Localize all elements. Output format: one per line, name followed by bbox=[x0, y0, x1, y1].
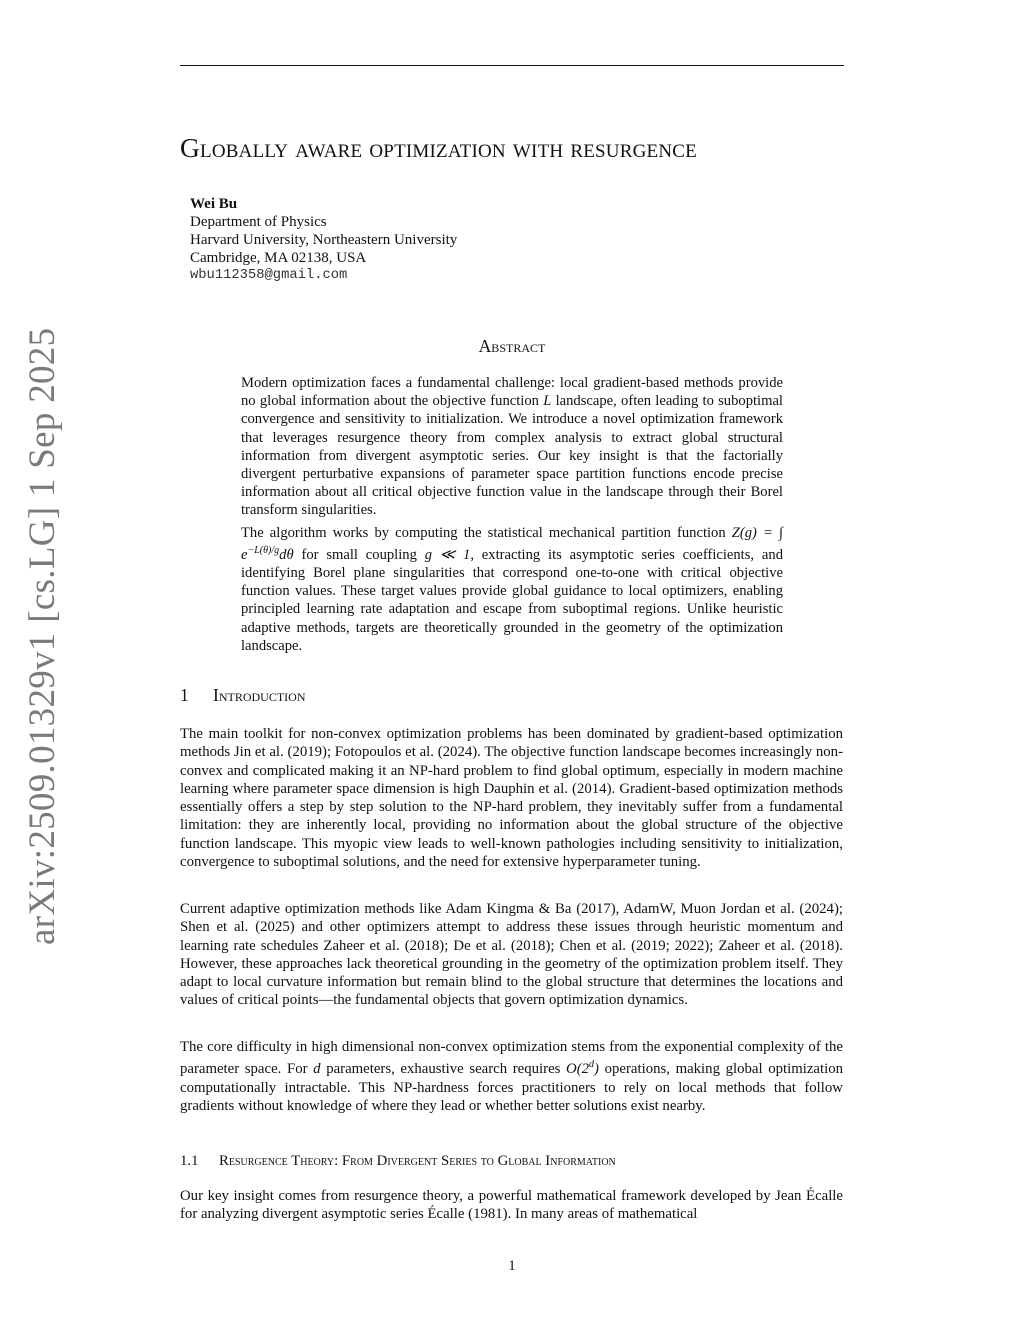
author-block bbox=[190, 195, 457, 285]
author-email[interactable]: wbu112358@gmail.com bbox=[190, 268, 348, 283]
section-title: Introduction bbox=[213, 685, 306, 705]
subsection-title: Resurgence Theory: From Divergent Series to Global Information bbox=[219, 1153, 616, 1169]
title-top-rule bbox=[180, 65, 844, 66]
section-number: 1 bbox=[180, 685, 189, 705]
paper-title: Globally aware optimization with resurgence bbox=[180, 132, 697, 163]
complexity-formula: O(2$^d$) bbox=[566, 1059, 599, 1078]
section-1-heading bbox=[180, 685, 306, 706]
math-coupling: g ≪ 1 bbox=[424, 546, 471, 563]
intro-paragraph-2: Current adaptive optimization methods like Adam Kingma & Ba (2017), AdamW, Muon Jordan et al. (2024); Shen et al. (2025) and other optimizers attempt to address these issues through heuristic momentum and learning rate schedules Zaheer et al. (2018); De et al. (2018); Chen et al. (2019; 2022); Zaheer et al. (2018). However, these approaches lack theoretical grounding in the geometry of the optimization problem itself. They adapt to local curvature information but remain blind to the global structure that determines the locations and values of critical points—the fundamental objects that govern optimization dynamics. bbox=[180, 901, 843, 1009]
math-variable-L: L bbox=[543, 393, 552, 410]
intro-paragraph-3: The core difficulty in high dimensional non-convex optimization stems from the exponential complexity of the parameter space. For d parameters, exhaustive search requires O(2$^d$) operations, making global optimization computationally intractable. This NP-hardness forces practitioners to rely on local methods that follow gradients without knowledge of where they lead or whether better solutions exist nearby. bbox=[180, 1039, 843, 1114]
math-variable-d: d bbox=[313, 1061, 321, 1078]
abstract-body bbox=[241, 374, 783, 659]
page-number: 1 bbox=[508, 1258, 516, 1274]
partition-function-formula: Z(g) = ∫ $e^{-L(\theta)/g}d\theta$ bbox=[241, 524, 783, 563]
subsection-number: 1.1 bbox=[180, 1153, 199, 1169]
abstract-heading: Abstract bbox=[478, 336, 546, 356]
abstract-paragraph-1: Modern optimization faces a fundamental challenge: local gradient-based methods provide no global information about the objective function L landscape, often leading to suboptimal convergence and sensitivity to initialization. We introduce a novel optimization framework that leverages resurgence theory from complex analysis to extract global structural information from divergent asymptotic series. Our key insight is that the factorially divergent perturbative expansions of parameter space partition functions encode precise information about all critical objective function value in the landscape through their Borel transform singularities. bbox=[241, 375, 783, 519]
intro-paragraph-1: The main toolkit for non-convex optimization problems has been dominated by gradient-based optimization methods Jin et al. (2019); Fotopoulos et al. (2024). The objective function landscape becomes increasingly non-convex and complicated making it an NP-hard problem to find global optimum, especially in modern machine learning where parameter space dimension is high Dauphin et al. (2014). Gradient-based optimization methods essentially offers a step by step solution to the NP-hard problem, they inevitably suffer from a fundamental limitation: they are inherently local, providing no information about the global structure of the objective function landscape. This myopic view leads to well-known pathologies including sensitivity to initialization, convergence to suboptimal solutions, and the need for extensive hyperparameter tuning. bbox=[180, 726, 843, 871]
abstract-paragraph-2: The algorithm works by computing the statistical mechanical partition function Z(g) = ∫ $e^{-L(\theta)/g}d\theta$ for small coupling g ≪ 1, extracting its asymptotic series coefficients, and identifying Borel plane singularities that correspond one-to-one with critical objective function values. These target values provide global guidance to local optimizers, enabling principled learning rate adaptation and escape from suboptimal regions. Unlike heuristic adaptive methods, targets are theoretically grounded in the geometry of the optimization landscape. bbox=[241, 524, 783, 654]
author-affiliation: Harvard University, Northeastern University bbox=[190, 232, 458, 248]
subsection-paragraph-1: Our key insight comes from resurgence theory, a powerful mathematical framework developed by Jean Écalle for analyzing divergent asymptotic series Écalle (1981). In many areas of mathematical bbox=[180, 1188, 843, 1223]
author-department: Department of Physics bbox=[190, 214, 327, 230]
author-name: Wei Bu bbox=[190, 196, 238, 212]
subsection-1-1-heading bbox=[180, 1153, 616, 1170]
arxiv-identifier-stamp: arXiv:2509.01329v1 [cs.LG] 1 Sep 2025 bbox=[22, 327, 63, 945]
author-address: Cambridge, MA 02138, USA bbox=[190, 250, 367, 266]
